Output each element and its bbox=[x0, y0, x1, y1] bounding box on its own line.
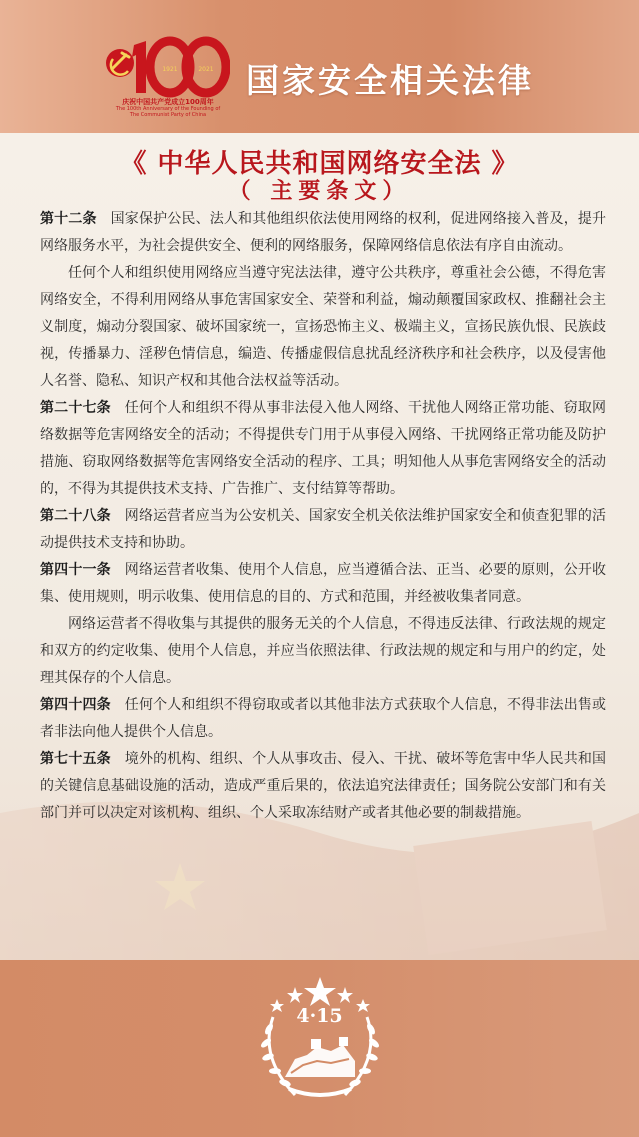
article-text: 任何个人和组织不得从事非法侵入他人网络、干扰他人网络正常功能、窃取网络数据等危害网络安全的活动；不得提供专门用于从事侵入网络、干扰网络正常功能及防护措施、窃取网络数据等危害网络安全活动的程序、工具；明知他人从事危害网络安全的活动的，不得为其提供技术支持、广告推广、支付结算等帮助。 bbox=[40, 400, 607, 497]
logo-caption bbox=[112, 98, 224, 118]
article-text: 网络运营者应当为公安机关、国家安全机关依法维护国家安全和侦查犯罪的活动提供技术支持和协助。 bbox=[40, 508, 607, 551]
article-27 bbox=[40, 395, 606, 503]
article-28 bbox=[40, 503, 606, 557]
article-text: 网络运营者收集、使用个人信息，应当遵循合法、正当、必要的原则，公开收集、使用规则，明示收集、使用信息的目的、方式和范围，并经被收集者同意。 bbox=[40, 562, 607, 605]
logo-caption-en-2: The Communist Party of China bbox=[129, 112, 207, 118]
page-title: 国家安全相关法律 bbox=[246, 61, 534, 100]
article-label: 第七十五条 bbox=[40, 751, 111, 767]
article-12 bbox=[40, 206, 606, 260]
article-44 bbox=[40, 692, 606, 746]
emblem-date: 4·15 bbox=[296, 1005, 343, 1027]
logo-caption-en-1: The 100th Anniversary of the Founding of bbox=[115, 106, 221, 112]
logo-year-right: 2021 bbox=[198, 66, 214, 73]
article-label: 第四十一条 bbox=[40, 562, 111, 578]
article-75 bbox=[40, 746, 606, 827]
star-icon bbox=[287, 987, 303, 1003]
article-label: 第二十七条 bbox=[40, 400, 111, 416]
article-12-paragraph-2: 任何个人和组织使用网络应当遵守宪法法律，遵守公共秩序，尊重社会公德，不得危害网络安全，不得利用网络从事危害国家安全、荣誉和利益，煽动颠覆国家政权、推翻社会主义制度，煽动分裂国家、破坏国家统一，宣扬恐怖主义、极端主义，宣扬民族仇恨、民族歧视，传播暴力、淫秽色情信息，编造、传播虚假信息扰乱经济秩序和社会秩序，以及侵害他人名誉、隐私、知识产权和其他合法权益等活动。 bbox=[40, 265, 606, 389]
star-icon bbox=[304, 977, 336, 1006]
article-label: 第十二条 bbox=[40, 211, 97, 227]
logo-number: 100 bbox=[118, 39, 120, 40]
logo-caption-cn: 庆祝中国共产党成立100周年 bbox=[122, 98, 214, 106]
logo-year-left: 1921 bbox=[162, 66, 178, 73]
article-41-paragraph-2: 网络运营者不得收集与其提供的服务无关的个人信息，不得违反法律、行政法规的规定和双方的约定收集、使用个人信息，并应当依照法律、行政法规的规定和与用户的约定，处理其保存的个人信息。 bbox=[40, 616, 606, 686]
article-text: 任何个人和组织不得窃取或者以其他非法方式获取个人信息，不得非法出售或者非法向他人提供个人信息。 bbox=[40, 697, 607, 740]
article-41 bbox=[40, 557, 606, 611]
article-text: 国家保护公民、法人和其他组织依法使用网络的权利，促进网络接入普及，提升网络服务水平，为社会提供安全、便利的网络服务，保障网络信息依法有序自由流动。 bbox=[40, 211, 607, 254]
document-subtitle: （ 主要条文） bbox=[228, 178, 411, 204]
articles bbox=[40, 206, 606, 827]
article-text: 境外的机构、组织、个人从事攻击、侵入、干扰、破坏等危害中华人民共和国的关键信息基础设施的活动，造成严重后果的，依法追究法律责任；国务院公安部门和有关部门并可以决定对该机构、组织、个人采取冻结财产或者其他必要的制裁措施。 bbox=[40, 751, 607, 821]
article-label: 第二十八条 bbox=[40, 508, 111, 524]
document-title: 《 中华人民共和国网络安全法 》 bbox=[120, 149, 519, 179]
national-security-day-emblem bbox=[255, 977, 385, 1105]
article-label: 第四十四条 bbox=[40, 697, 111, 713]
star-icon bbox=[337, 987, 353, 1003]
